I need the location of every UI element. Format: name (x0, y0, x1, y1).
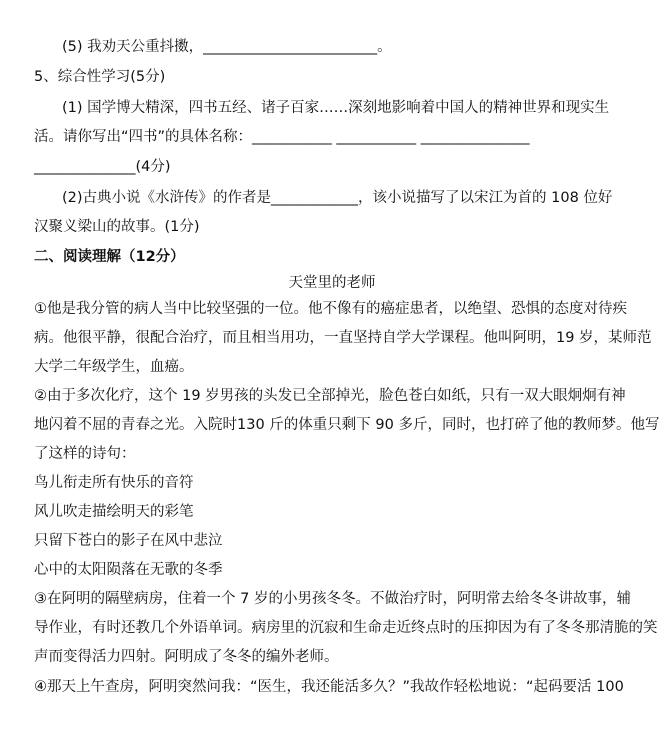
question-2-water-margin: (2)古典小说《水浒传》的作者是____________，该小说描写了以宋江为首的 108 位好 (62, 190, 613, 206)
question-5-5: (5) 我劝天公重抖擞，________________________。 (62, 39, 392, 55)
section-5-heading: 5、综合性学习(5分) (34, 69, 166, 85)
question-1-continued: 活。请你写出“四书”的具体名称：___________ ___________ _______________ (34, 129, 530, 145)
paragraph-2-line-1: ②由于多次化疗，这个 19 岁男孩的头发已全部掉光，脸色苍白如纸，只有一双大眼炯炯有神 (34, 388, 626, 404)
paragraph-1-line-1: ①他是我分管的病人当中比较坚强的一位。他不像有的癌症患者，以绝望、恐惧的态度对待疾 (34, 301, 627, 317)
paragraph-2-line-3: 了这样的诗句： (34, 446, 136, 462)
poem-line-3: 只留下苍白的影子在风中悲泣 (34, 533, 223, 549)
paragraph-4-line-1: ④那天上午查房，阿明突然问我：“医生，我还能活多久？”我故作轻松地说：“起码要活 100 (34, 679, 624, 695)
paragraph-1-line-2: 病。他很平静，很配合治疗，而且相当用功，一直坚持自学大学课程。他叫阿明，19 岁，某师范 (34, 330, 652, 346)
poem-line-1: 鸟儿衔走所有快乐的音符 (34, 475, 194, 491)
question-2-continued: 汉聚义梁山的故事。(1分) (34, 219, 200, 235)
paragraph-2-line-2: 地闪着不屈的青春之光。入院时130 斤的体重只剩下 90 多斤，同时，也打碎了他的教师梦。他写 (34, 417, 660, 433)
article-title: 天堂里的老师 (288, 275, 376, 291)
section-2-heading: 二、阅读理解（12分） (34, 249, 185, 265)
poem-line-2: 风儿吹走描绘明天的彩笔 (34, 504, 194, 520)
paragraph-1-line-3: 大学二年级学生，血癌。 (34, 359, 194, 375)
paragraph-3-line-1: ③在阿明的隔壁病房，住着一个 7 岁的小男孩冬冬。不做治疗时，阿明常去给冬冬讲故事，辅 (34, 591, 631, 607)
paragraph-3-line-3: 声而变得活力四射。阿明成了冬冬的编外老师。 (34, 649, 339, 665)
question-1-blank: ______________(4分) (34, 159, 171, 175)
paragraph-3-line-2: 导作业，有时还教几个外语单词。病房里的沉寂和生命走近终点时的压抑因为有了冬冬那清脆的笑 (34, 620, 658, 636)
poem-line-4: 心中的太阳陨落在无歌的冬季 (34, 562, 223, 578)
question-1-four-books: (1) 国学博大精深，四书五经、诸子百家……深刻地影响着中国人的精神世界和现实生 (62, 100, 610, 116)
